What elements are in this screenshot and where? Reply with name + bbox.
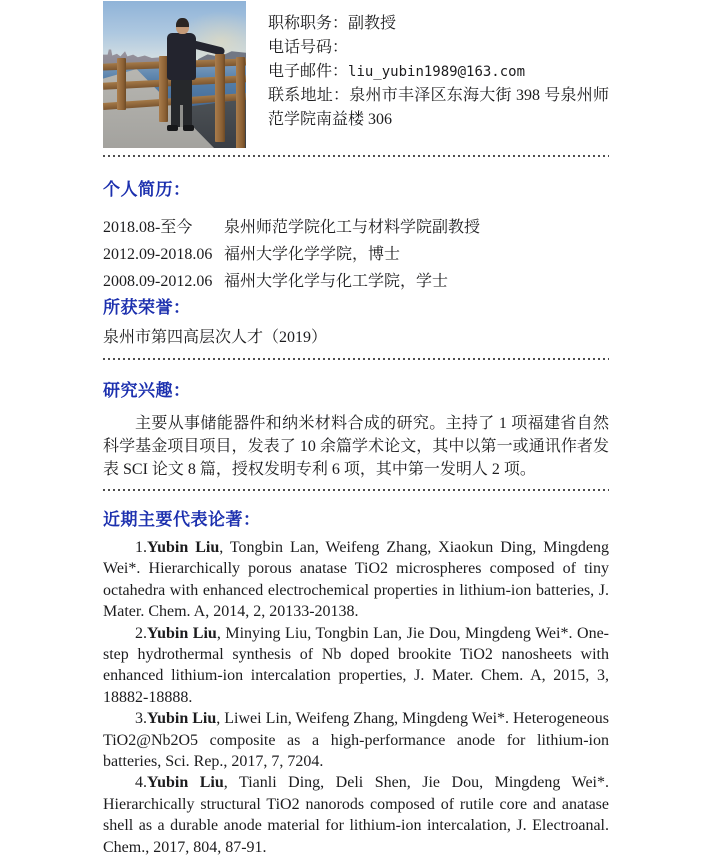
contact-address-row [268, 87, 609, 128]
resume-period: 2018.08-至今 [103, 219, 193, 236]
email-label: 电子邮件： [268, 63, 349, 80]
photo-person-shoe [167, 125, 178, 131]
contact-phone-row [268, 36, 609, 60]
interests-paragraph: 主要从事储能器件和纳米材料合成的研究。主持了 1 项福建省自然科学基金项目项目，发表了 10 余篇学术论文，其中以第一或通讯作者发表 SCI 论文 8 篇，授权发明专利 6 项，其中第一发明人 2 项。 [103, 415, 609, 478]
publication-author: Yubin Liu [147, 710, 217, 728]
publication-number: 2. [135, 624, 147, 642]
publication-number: 4. [135, 774, 147, 792]
publication-author: Yubin Liu [147, 774, 224, 792]
section-heading-publications: 近期主要代表论著： [103, 510, 261, 529]
honor-item: 泉州市第四高层次人才（2019） [103, 329, 328, 346]
resume-entry [103, 214, 609, 241]
title-value: 副教授 [348, 15, 397, 32]
profile-header [103, 0, 609, 148]
publication-text: , Tongbin Lan, Weifeng Zhang, Xiaokun Ding, Mingdeng Wei*. Hierarchically porous anatase TiO2 microspheres composed of tiny octahedra with enhanced electrochemical properties in lithium-ion batteries, J. Mater. Chem. A, 2014, 2, 20133-20138. [103, 539, 609, 621]
publication-item [103, 623, 609, 709]
photo-person-shoe [183, 125, 194, 131]
section-heading-resume: 个人简历： [103, 180, 191, 199]
dotted-divider [103, 489, 609, 491]
contact-info [268, 0, 609, 132]
publication-text: , Tianli Ding, Deli Shen, Jie Dou, Mingdeng Wei*. Hierarchically structural TiO2 nanorods composed of rutile core and anatase shell as a durable anode material for lithium-ion intercalation, J. Electroanal. Chem., 2017, 804, 87-91. [103, 774, 609, 856]
photo-fence-post [236, 57, 245, 148]
resume-description: 泉州师范学院化工与材料学院副教授 [224, 219, 481, 236]
profile-photo [103, 1, 246, 148]
publication-number: 3. [135, 710, 147, 728]
photo-person-body [167, 33, 196, 80]
contact-email-row [268, 60, 609, 84]
photo-person-legs [180, 105, 183, 127]
publication-item [103, 537, 609, 623]
section-heading-honors: 所获荣誉： [103, 298, 191, 317]
publication-author: Yubin Liu [147, 539, 220, 556]
publication-item [103, 708, 609, 772]
resume-description: 福州大学化学学院，博士 [224, 246, 401, 263]
publication-text: , Liwei Lin, Weifeng Zhang, Mingdeng Wei*. Heterogeneous TiO2@Nb2O5 composite as a high-performance anode for lithium-ion batteries, Sci. Rep., 2017, 7, 7204. [103, 710, 609, 771]
email-value: liu_yubin1989@163.com [348, 64, 526, 80]
publication-author: Yubin Liu [147, 624, 217, 642]
publication-text: , Minying Liu, Tongbin Lan, Jie Dou, Mingdeng Wei*. One-step hydrothermal synthesis of Nb doped brookite TiO2 nanosheets with enhanced lithium-ion intercalation properties, J. Mater. Chem. A, 2015, 3, 18882-18888. [103, 624, 610, 706]
dotted-divider [103, 155, 609, 157]
publication-number: 1. [135, 539, 147, 556]
photo-person-head [176, 18, 189, 34]
address-label: 联系地址： [268, 87, 350, 104]
publication-item [103, 772, 609, 858]
resume-period: 2012.09-2018.06 [103, 246, 213, 263]
resume-entry [103, 268, 609, 295]
section-heading-interests: 研究兴趣： [103, 381, 191, 400]
resume-period: 2008.09-2012.06 [103, 273, 213, 290]
resume-entry [103, 241, 609, 268]
resume-description: 福州大学化学与化工学院，学士 [224, 273, 449, 290]
dotted-divider [103, 358, 609, 360]
resume-list [103, 214, 609, 295]
page-content [103, 0, 609, 858]
title-label: 职称职务： [268, 15, 349, 32]
publication-list [103, 537, 609, 858]
contact-title-row [268, 12, 609, 36]
photo-fence-post [215, 54, 225, 142]
phone-label: 电话号码： [268, 39, 349, 56]
address-value: 泉州市丰泽区东海大街 398 号泉州师范学院南益楼 306 [268, 87, 609, 128]
photo-fence-post [117, 58, 126, 110]
